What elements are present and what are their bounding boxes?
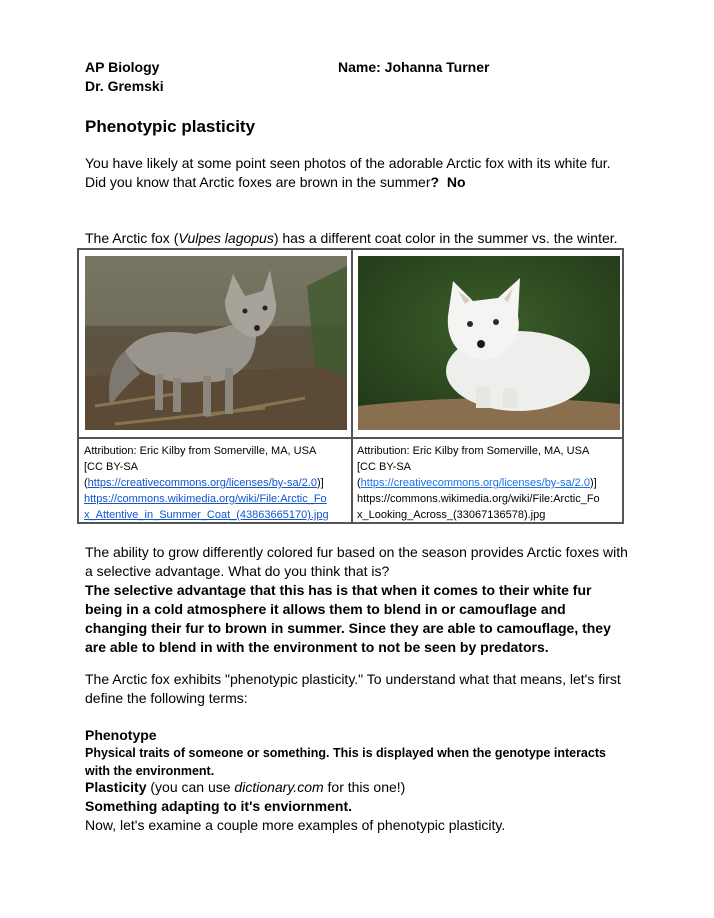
page-title: Phenotypic plasticity bbox=[85, 117, 256, 136]
plasticity-term: Plasticity bbox=[85, 779, 147, 795]
license-link[interactable]: https://creativecommons.org/licenses/by-sa/2.0 bbox=[360, 477, 590, 489]
intro-line-1: You have likely at some point seen photos of the adorable Arctic fox with its white fur. bbox=[85, 155, 611, 171]
intro-answer: No bbox=[446, 174, 466, 190]
advantage-section bbox=[85, 543, 628, 657]
plasticity-note-after: for this one!) bbox=[323, 779, 406, 795]
plasticity-intro-line-2: define the following terms: bbox=[85, 690, 248, 706]
source-url-part-2: x_Looking_Across_(33067136578).jpg bbox=[357, 509, 546, 521]
advantage-answer-line-2: being in a cold atmosphere it allows them to blend in or camouflage and bbox=[85, 601, 566, 617]
plasticity-intro bbox=[85, 670, 621, 708]
closing-text: Now, let's examine a couple more examples of phenotypic plasticity. bbox=[85, 817, 506, 833]
fox-sentence-before: The Arctic fox ( bbox=[85, 230, 179, 246]
table-divider-horizontal bbox=[79, 437, 622, 439]
caption-license bbox=[84, 475, 348, 491]
plasticity-definition: Something adapting to it's enviornment. bbox=[85, 798, 353, 814]
caption-paren-close: )] bbox=[316, 477, 324, 489]
teacher-label: Dr. Gremski bbox=[85, 78, 164, 94]
fox-sentence-after: ) has a different coat color in the summer vs. the winter. bbox=[273, 230, 618, 246]
photo-table bbox=[77, 248, 624, 524]
summer-photo-caption bbox=[84, 443, 348, 523]
phenotype-definition bbox=[85, 744, 606, 780]
license-link[interactable]: https://creativecommons.org/licenses/by-sa/2.0 bbox=[87, 477, 317, 489]
advantage-answer-line-1: The selective advantage that this has is that when it comes to their white fur bbox=[85, 582, 592, 598]
caption-paren-open: ( bbox=[84, 477, 88, 489]
phenotype-definition-line-2: with the environment. bbox=[85, 764, 215, 778]
table-divider-vertical bbox=[351, 250, 353, 522]
source-url-part-1: https://commons.wikimedia.org/wiki/File:Arctic_Fo bbox=[357, 493, 600, 505]
intro-line-2 bbox=[85, 173, 611, 192]
caption-license-label: [CC BY-SA bbox=[84, 461, 139, 473]
source-link-part-2[interactable]: x_Attentive_in_Summer_Coat_(43863665170).jpg bbox=[84, 509, 329, 521]
caption-attribution: Attribution: Eric Kilby from Somerville, MA, USA bbox=[84, 445, 317, 457]
winter-fox-photo bbox=[358, 256, 620, 430]
question-mark: ? bbox=[430, 174, 440, 190]
advantage-answer-line-3: changing their fur to brown in summer. Since they are able to camouflage, they bbox=[85, 620, 611, 636]
phenotype-term: Phenotype bbox=[85, 727, 157, 743]
caption-license bbox=[357, 475, 621, 491]
caption-paren-close: )] bbox=[589, 477, 597, 489]
advantage-answer-line-4: are able to blend in with the environment to not be seen by predators. bbox=[85, 639, 549, 655]
species-name: Vulpes lagopus bbox=[178, 230, 274, 246]
advantage-question-line-1: The ability to grow differently colored fur based on the season provides Arctic foxes with bbox=[85, 544, 628, 560]
fox-sentence bbox=[85, 229, 618, 248]
caption-paren-open: ( bbox=[357, 477, 361, 489]
intro-question: Did you know that Arctic foxes are brown in the summer bbox=[85, 174, 431, 190]
source-link-part-1[interactable]: https://commons.wikimedia.org/wiki/File:Arctic_Fo bbox=[84, 493, 327, 505]
advantage-question-line-2: a selective advantage. What do you think that is? bbox=[85, 563, 390, 579]
plasticity-term-line bbox=[85, 778, 405, 797]
winter-photo-caption bbox=[357, 443, 621, 523]
dictionary-site: dictionary.com bbox=[234, 779, 324, 795]
caption-license-label: [CC BY-SA bbox=[357, 461, 412, 473]
intro-text bbox=[85, 154, 611, 192]
plasticity-note-before: (you can use bbox=[146, 779, 235, 795]
summer-fox-photo bbox=[85, 256, 347, 430]
phenotype-definition-line-1: Physical traits of someone or something. This is displayed when the genotype interacts bbox=[85, 746, 606, 760]
caption-attribution: Attribution: Eric Kilby from Somerville, MA, USA bbox=[357, 445, 590, 457]
plasticity-intro-line-1: The Arctic fox exhibits "phenotypic plasticity." To understand what that means, let's first bbox=[85, 671, 621, 687]
course-label: AP Biology bbox=[85, 59, 160, 75]
student-name: Name: Johanna Turner bbox=[338, 59, 490, 75]
